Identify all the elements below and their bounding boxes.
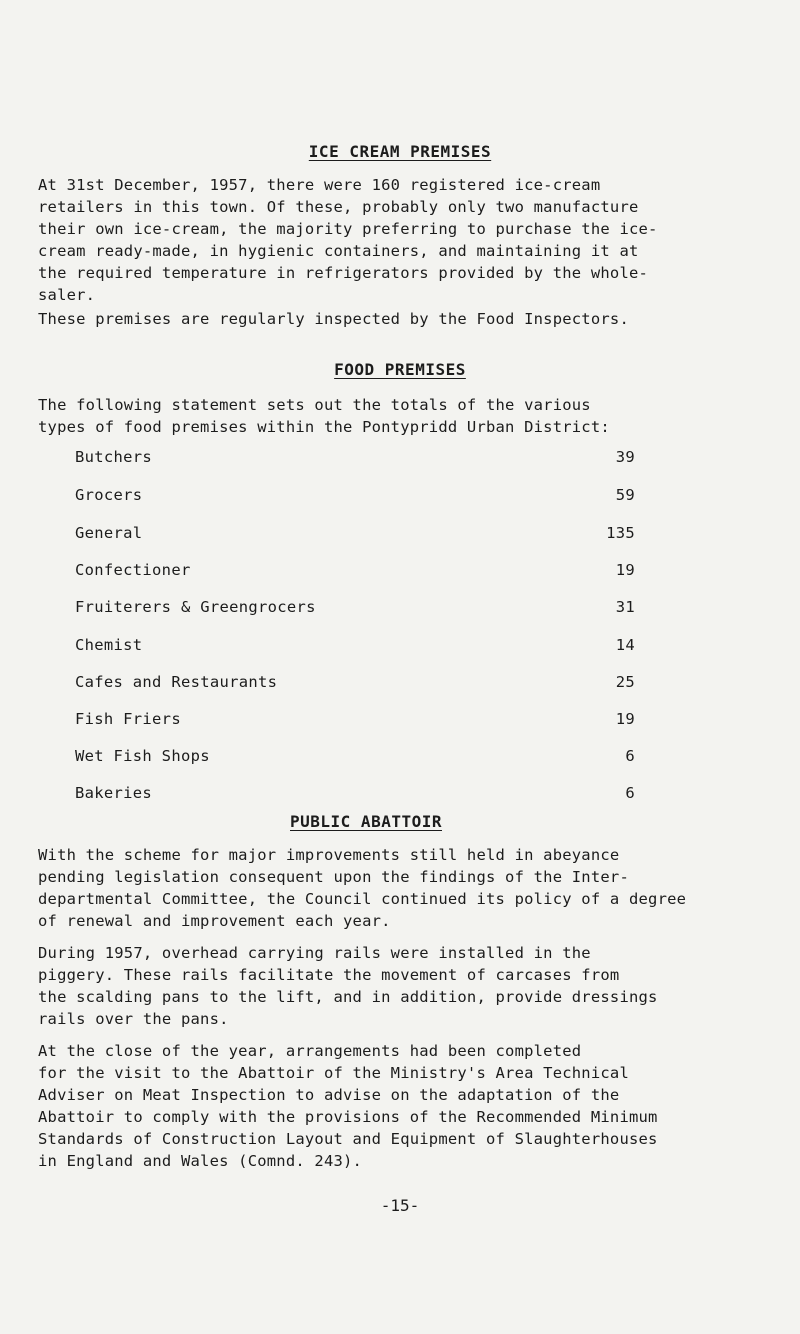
premises-count: 59 bbox=[615, 486, 635, 504]
ice-cream-inspection-paragraph: These premises are regularly inspected by the Food Inspectors. bbox=[38, 310, 629, 328]
food-premises-row bbox=[75, 448, 635, 470]
premises-count: 39 bbox=[615, 448, 635, 466]
ice-cream-paragraph: At 31st December, 1957, there were 160 registered ice-cream retailers in this town. Of these, probably only two manufacture their own ice-cream, the majority preferring to purchase the ice- cream ready-made, in hygienic containers, and maintaining it at the required temperature in refrigerators provided by the whole- saler. bbox=[38, 176, 658, 304]
premises-type: Fish Friers bbox=[75, 710, 181, 728]
premises-type: Grocers bbox=[75, 486, 143, 504]
food-premises-row bbox=[75, 673, 635, 695]
premises-type: General bbox=[75, 524, 143, 542]
abattoir-visit-paragraph: At the close of the year, arrangements had been completed for the visit to the Abattoir of the Ministry's Area Technical Adviser on Meat Inspection to advise on the adaptation of the Abattoir to comply with the provisions of the Recommended Minimum Standards of Construction Layout and Equipment of Slaughterhouses in England and Wales (Comnd. 243). bbox=[38, 1042, 658, 1170]
premises-type: Bakeries bbox=[75, 784, 153, 802]
premises-count: 25 bbox=[615, 673, 635, 691]
premises-type: Chemist bbox=[75, 636, 143, 654]
food-premises-heading: FOOD PREMISES bbox=[334, 360, 466, 379]
premises-type: Fruiterers & Greengrocers bbox=[75, 598, 316, 616]
premises-count: 14 bbox=[615, 636, 635, 654]
food-premises-intro: The following statement sets out the totals of the various types of food premises within the Pontypridd Urban District: bbox=[38, 396, 610, 436]
premises-type: Wet Fish Shops bbox=[75, 747, 210, 765]
abattoir-rails-paragraph: During 1957, overhead carrying rails were installed in the piggery. These rails facilitate the movement of carcases from the scalding pans to the lift, and in addition, provide dressings rails over the pans. bbox=[38, 944, 658, 1028]
premises-count: 19 bbox=[615, 710, 635, 728]
page-number: -15- bbox=[380, 1196, 420, 1215]
food-premises-row bbox=[75, 636, 635, 658]
abattoir-scheme-paragraph: With the scheme for major improvements still held in abeyance pending legislation consequent upon the findings of the Inter- departmental Committee, the Council continued its policy of a degree of renewal and improvement each year. bbox=[38, 846, 687, 930]
food-premises-row bbox=[75, 561, 635, 583]
premises-type: Confectioner bbox=[75, 561, 191, 579]
food-premises-row bbox=[75, 747, 635, 769]
premises-count: 6 bbox=[625, 747, 635, 765]
premises-type: Cafes and Restaurants bbox=[75, 673, 278, 691]
premises-count: 135 bbox=[606, 524, 635, 542]
food-premises-row bbox=[75, 784, 635, 806]
ice-cream-premises-heading: ICE CREAM PREMISES bbox=[308, 142, 492, 161]
food-premises-row bbox=[75, 710, 635, 732]
premises-count: 31 bbox=[615, 598, 635, 616]
food-premises-row bbox=[75, 486, 635, 508]
public-abattoir-heading: PUBLIC ABATTOIR bbox=[290, 812, 442, 831]
food-premises-row bbox=[75, 524, 635, 546]
premises-count: 6 bbox=[625, 784, 635, 802]
premises-type: Butchers bbox=[75, 448, 153, 466]
premises-count: 19 bbox=[615, 561, 635, 579]
food-premises-row bbox=[75, 598, 635, 620]
